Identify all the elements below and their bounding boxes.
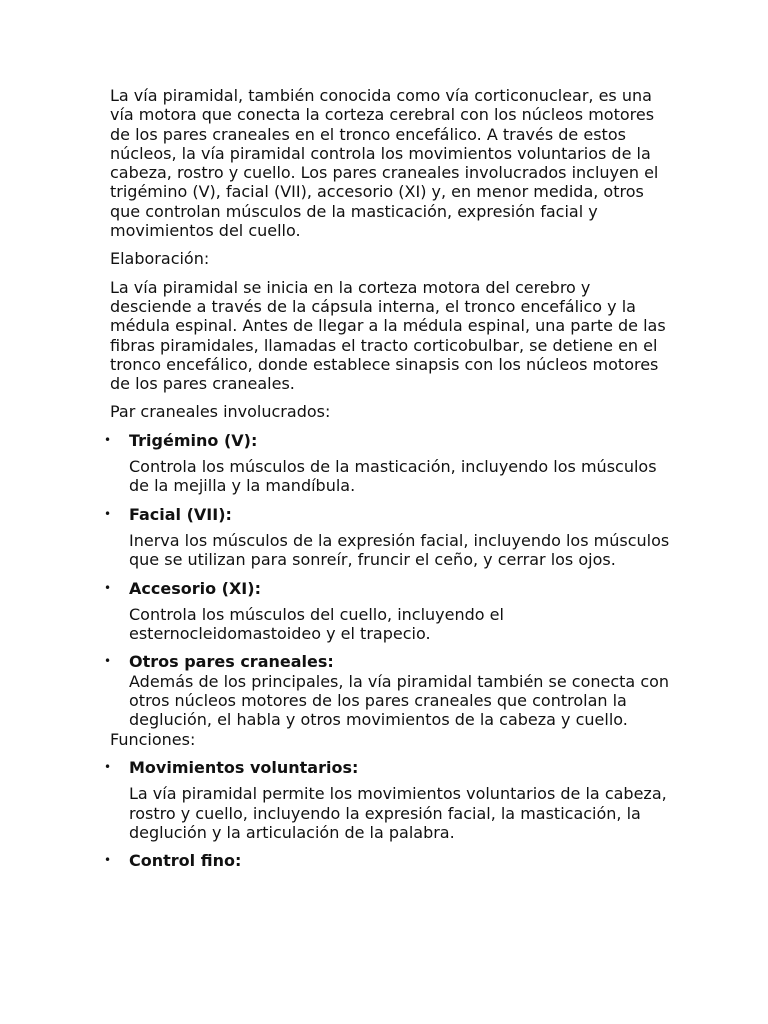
bullet-icon: • [104, 506, 112, 521]
bullet-icon: • [104, 432, 112, 447]
list-item [104, 430, 670, 496]
list-item-description: Inerva los músculos de la expresión facial, incluyendo los músculos que se utilizan para sonreír, fruncir el ceño, y cerrar los ojos. [129, 530, 670, 570]
bullet-icon: • [104, 759, 112, 774]
cranial-nerves-list [104, 430, 670, 730]
intro-paragraph: La vía piramidal, también conocida como vía corticonuclear, es una vía motora que conecta la corteza cerebral con los núcleos motores de los pares craneales en el tronco encefálico. A través de estos núcleos, la vía piramidal controla los movimientos voluntarios de la cabeza, rostro y cuello. Los pares craneales involucrados incluyen el trigémino (V), facial (VII), accesorio (XI) y, en menor medida, otros que controlan músculos de la masticación, expresión facial y movimientos del cuello. [110, 86, 659, 241]
list-item-description: Controla los músculos del cuello, incluyendo el esternocleidomastoideo y el trapecio. [129, 604, 504, 644]
list-item-term: Control fino: [129, 851, 242, 871]
bullet-icon: • [104, 853, 112, 868]
functions-list [104, 757, 670, 871]
bullet-icon: • [104, 580, 112, 595]
cranial-nerves-heading: Par craneales involucrados: [110, 402, 331, 422]
bullet-icon: • [104, 654, 112, 669]
list-item [104, 851, 670, 871]
elaboration-heading: Elaboración: [110, 249, 210, 269]
list-item [104, 504, 670, 570]
list-item [104, 578, 670, 644]
list-item-term: Facial (VII): [129, 504, 232, 524]
list-item-term: Accesorio (XI): [129, 578, 261, 598]
functions-heading: Funciones: [110, 729, 196, 749]
list-item-description: Además de los principales, la vía piramidal también se conecta con otros núcleos motores de los pares craneales que controlan la deglución, el habla y otros movimientos de la cabeza y cuello. [129, 671, 670, 730]
list-item-term: Trigémino (V): [129, 430, 258, 450]
list-item-term: Otros pares craneales: [129, 652, 334, 672]
document-page [104, 86, 670, 871]
list-item [104, 652, 670, 730]
list-item-description: Controla los músculos de la masticación, incluyendo los músculos de la mejilla y la mandíbula. [129, 457, 657, 496]
list-item-description: La vía piramidal permite los movimientos voluntarios de la cabeza, rostro y cuello, incluyendo la expresión facial, la masticación, la deglución y la articulación de la palabra. [129, 784, 667, 842]
list-item-term: Movimientos voluntarios: [129, 757, 359, 777]
list-item [104, 757, 670, 842]
elaboration-paragraph: La vía piramidal se inicia en la corteza motora del cerebro y desciende a través de la cápsula interna, el tronco encefálico y la médula espinal. Antes de llegar a la médula espinal, una parte de las fibras piramidales, llamadas el tracto corticobulbar, se detiene en el tronco encefálico, donde establece sinapsis con los núcleos motores de los pares craneales. [110, 277, 666, 394]
